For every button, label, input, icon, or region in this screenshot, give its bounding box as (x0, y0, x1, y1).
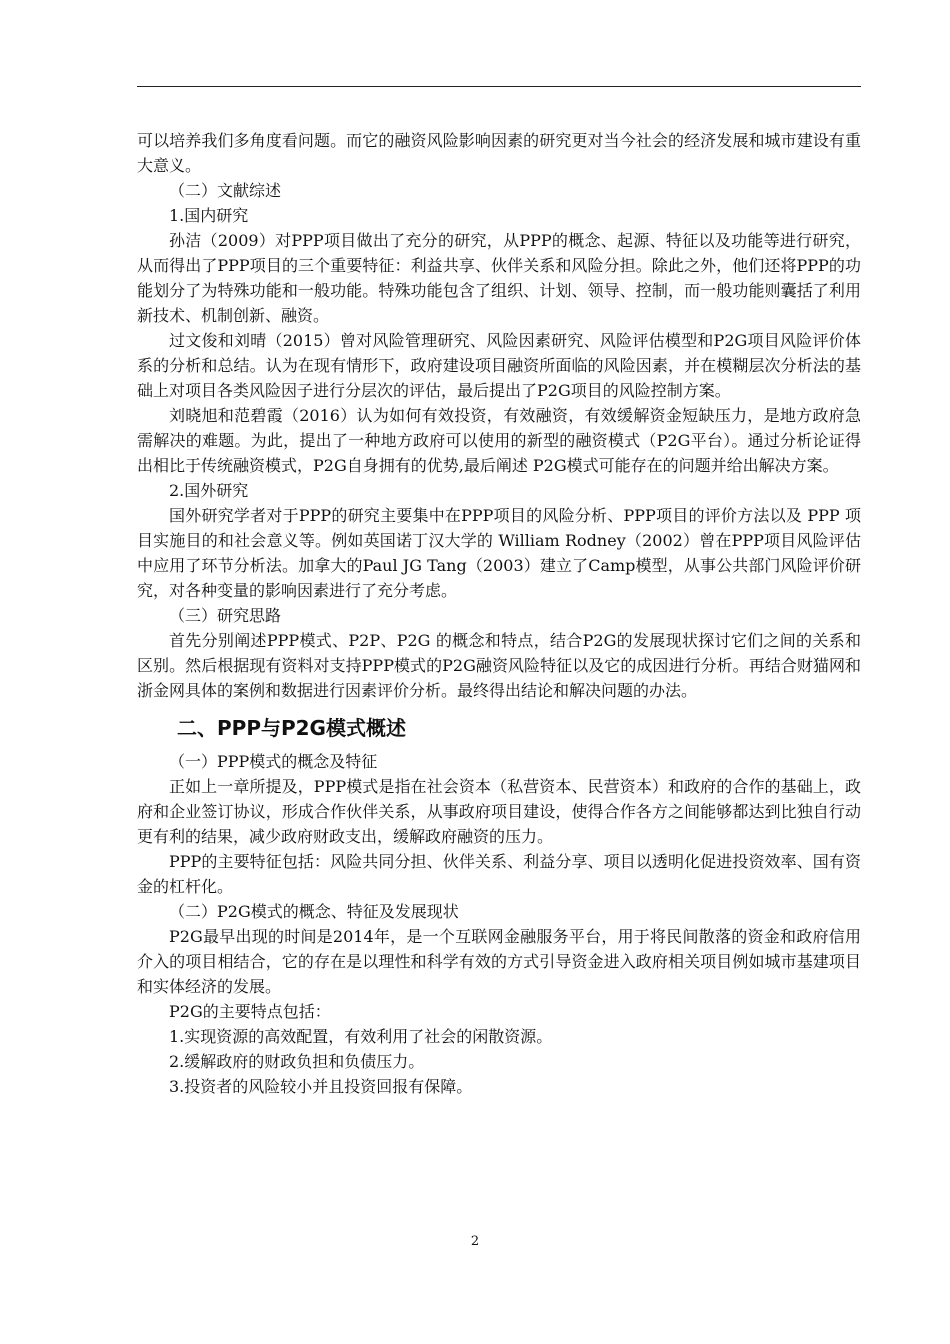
section-heading: 二、PPP与P2G模式概述 (177, 716, 406, 740)
subheading-ppp-concept: （一）PPP模式的概念及特征 (169, 752, 378, 771)
list-item: 1.实现资源的高效配置，有效利用了社会的闲散资源。 (169, 1027, 553, 1046)
paragraph-p2g-features-intro: P2G的主要特点包括： (169, 1002, 331, 1021)
subheading-research-approach: （三）研究思路 (169, 606, 282, 625)
subheading-p2g-concept: （二）P2G模式的概念、特征及发展现状 (169, 902, 459, 921)
paragraph-liu-xiaoxu: 刘晓旭和范碧霞（2016）认为如何有效投资，有效融资，有效缓解资金短缺压力，是地方政府急需解决的难题。为此，提出了一种地方政府可以使用的新型的融资模式（P2G平台）。通过分析论证得出相比于传统融资模式，P2G自身拥有的优势,最后阐述 P2G模式可能存在的问题并给出解决方案。 (137, 406, 861, 475)
body-text (137, 128, 861, 1099)
paragraph-foreign-research: 国外研究学者对于PPP的研究主要集中在PPP项目的风险分析、PPP项目的评价方法以及 PPP 项目实施目的和社会意义等。例如英国诺丁汉大学的 William Rodney（2002）曾在PPP项目风险评估中应用了环节分析法。加拿大的Paul JG Tang（2003）建立了Camp模型，从事公共部门风险评价研究，对各种变量的影响因素进行了充分考虑。 (137, 506, 861, 600)
paragraph-sun-jie: 孙洁（2009）对PPP项目做出了充分的研究，从PPP的概念、起源、特征以及功能等进行研究，从而得出了PPP项目的三个重要特征：利益共享、伙伴关系和风险分担。除此之外，他们还将PPP的功能划分了为特殊功能和一般功能。特殊功能包含了组织、计划、领导、控制，而一般功能则囊括了利用新技术、机制创新、融资。 (137, 231, 861, 325)
paragraph-ppp-features: PPP的主要特征包括：风险共同分担、伙伴关系、利益分享、项目以透明化促进投资效率、国有资金的杠杆化。 (137, 852, 861, 896)
list-item: 2.缓解政府的财政负担和负债压力。 (169, 1052, 425, 1071)
list-item: 3.投资者的风险较小并且投资回报有保障。 (169, 1077, 473, 1096)
subheading-literature-review: （二）文献综述 (169, 181, 282, 200)
paragraph-research-approach: 首先分别阐述PPP模式、P2P、P2G 的概念和特点，结合P2G的发展现状探讨它们之间的关系和区别。然后根据现有资料对支持PPP模式的P2G融资风险特征以及它的成因进行分析。再结合财猫网和浙金网具体的案例和数据进行因素评价分析。最终得出结论和解决问题的办法。 (137, 631, 861, 700)
paragraph-continuation: 可以培养我们多角度看问题。而它的融资风险影响因素的研究更对当今社会的经济发展和城市建设有重大意义。 (137, 131, 861, 175)
subheading-domestic-research: 1.国内研究 (169, 206, 249, 225)
paragraph-p2g-definition: P2G最早出现的时间是2014年，是一个互联网金融服务平台，用于将民间散落的资金和政府信用介入的项目相结合，它的存在是以理性和科学有效的方式引导资金进入政府相关项目例如城市基建项目和实体经济的发展。 (137, 927, 861, 996)
paragraph-ppp-definition: 正如上一章所提及，PPP模式是指在社会资本（私营资本、民营资本）和政府的合作的基础上，政府和企业签订协议，形成合作伙伴关系，从事政府项目建设，使得合作各方之间能够都达到比独自行动更有利的结果，减少政府财政支出，缓解政府融资的压力。 (137, 777, 861, 846)
paragraph-guo-wenjun: 过文俊和刘晴（2015）曾对风险管理研究、风险因素研究、风险评估模型和P2G项目风险评价体系的分析和总结。认为在现有情形下，政府建设项目融资所面临的风险因素，并在模糊层次分析法的基础上对项目各类风险因子进行分层次的评估，最后提出了P2G项目的风险控制方案。 (137, 331, 861, 400)
subheading-foreign-research: 2.国外研究 (169, 481, 249, 500)
header-rule (137, 86, 861, 87)
page-number: 2 (470, 1234, 480, 1249)
